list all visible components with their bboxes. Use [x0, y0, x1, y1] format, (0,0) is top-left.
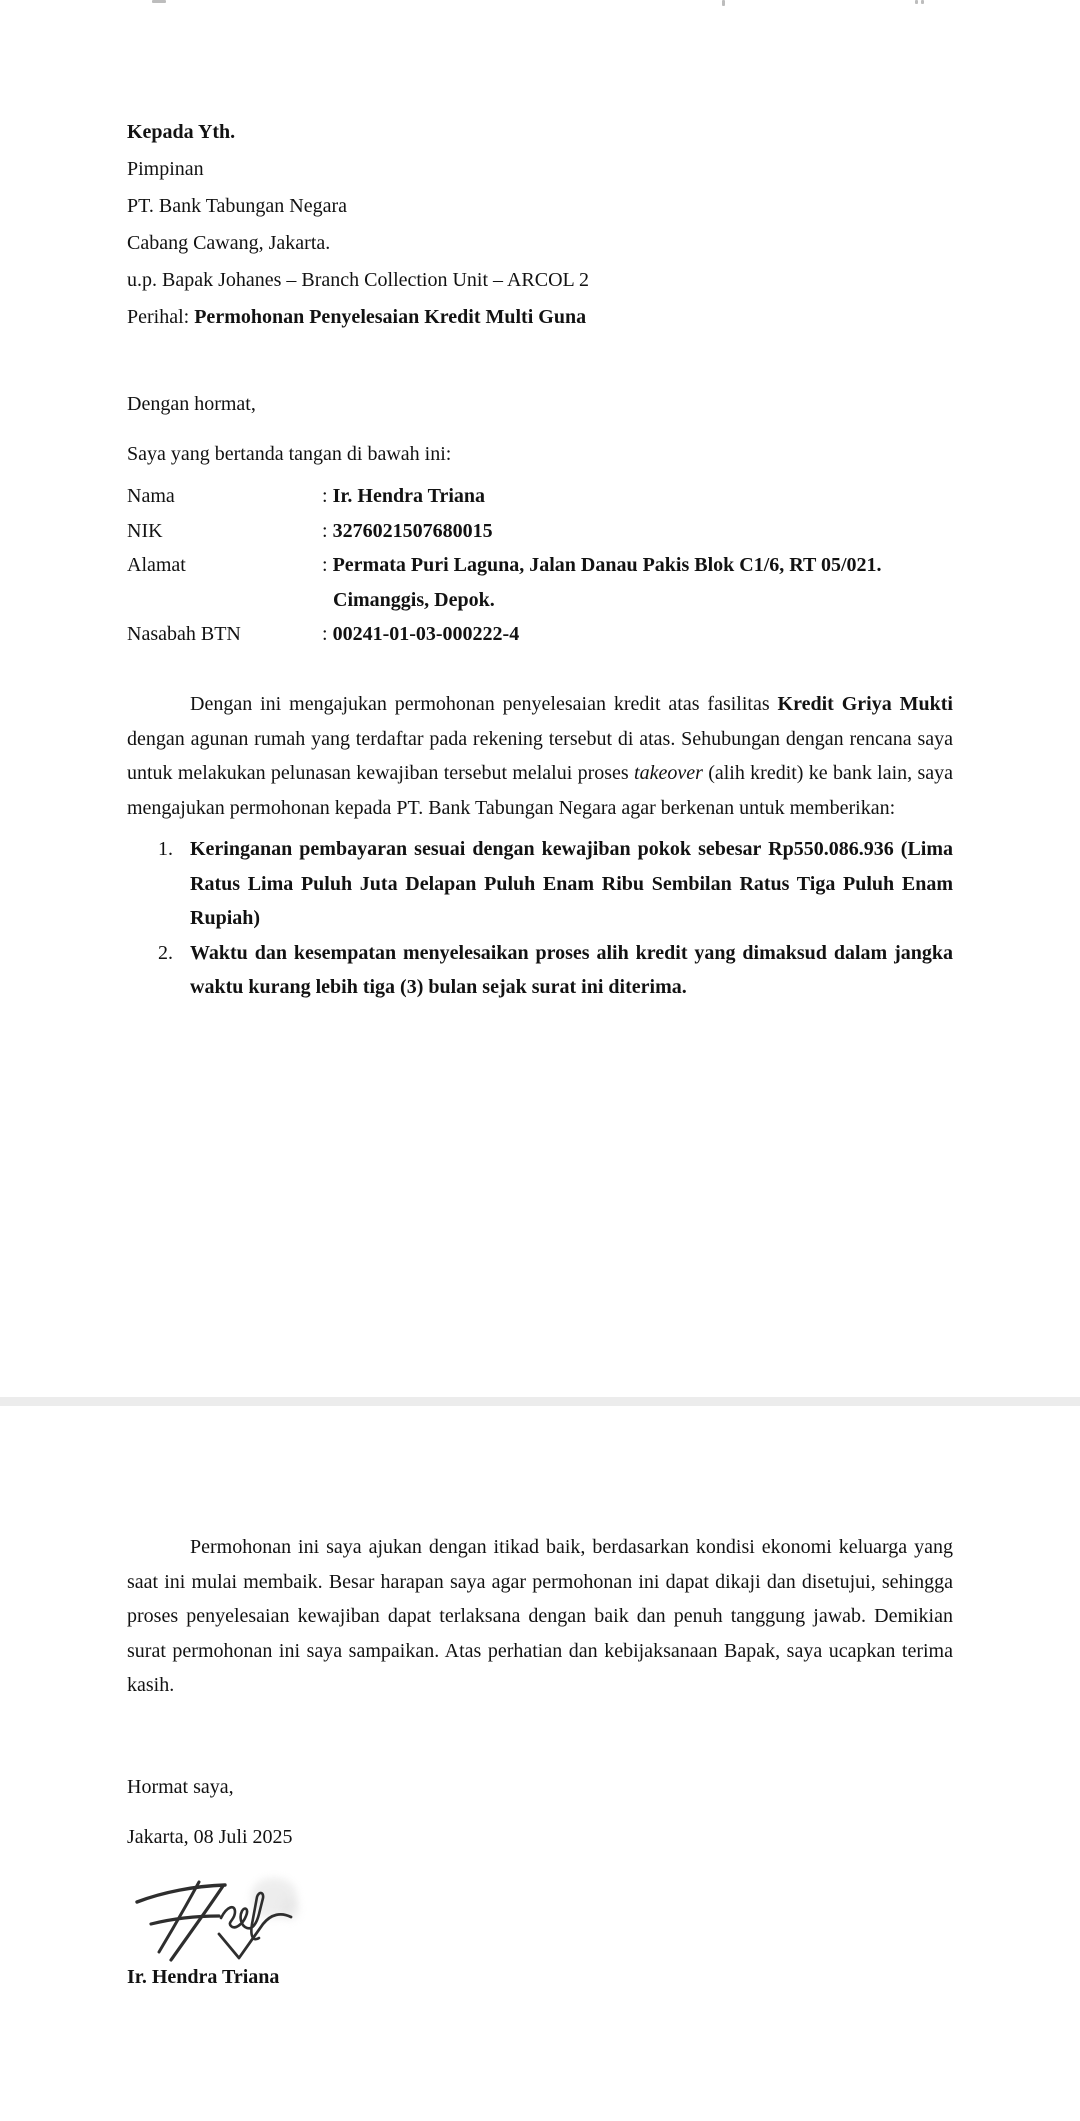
- identity-value-cell: [322, 514, 953, 549]
- cropped-text-fragment: [722, 0, 725, 6]
- identity-value-cell: [322, 479, 953, 514]
- identity-row: [127, 479, 953, 514]
- colon: :: [322, 623, 333, 645]
- closing-salutation: Hormat saya,: [127, 1776, 234, 1798]
- identity-value: Ir. Hendra Triana: [332, 485, 485, 507]
- colon: :: [322, 519, 333, 542]
- identity-label: NIK: [127, 519, 163, 542]
- recipient-kepada: Kepada Yth.: [127, 121, 236, 143]
- signatory-name: Ir. Hendra Triana: [127, 1966, 280, 1988]
- identity-value-cell: [322, 548, 953, 617]
- request-list: [127, 832, 953, 1005]
- place-date: Jakarta, 08 Juli 2025: [127, 1826, 293, 1848]
- list-number: 1.: [158, 838, 173, 860]
- signature-image: [123, 1872, 298, 1967]
- recipient-line: Cabang Cawang, Jakarta.: [127, 232, 331, 254]
- identity-table: [127, 479, 953, 652]
- recipient-line: Pimpinan: [127, 158, 204, 180]
- paragraph-text: (alih kredit) ke bank lain, saya mengajukan permohonan kepada PT. Bank Tabungan Negara agar berkenan untuk memberikan:: [127, 762, 953, 819]
- subject-line: [127, 299, 953, 336]
- takeover-term: takeover: [634, 762, 703, 784]
- paragraph-text: Dengan ini mengajukan permohonan penyelesaian kredit atas fasilitas: [190, 693, 778, 715]
- body-paragraph-1: [127, 687, 953, 825]
- colon: :: [322, 554, 333, 576]
- paragraph-text: dengan agunan rumah yang terdaftar pada rekening tersebut di atas. Sehubungan dengan rencana saya untuk melakukan pelunasan kewajiban tersebut melalui proses: [127, 727, 953, 784]
- cropped-text-fragment: [152, 0, 166, 3]
- identity-row: [127, 617, 953, 652]
- facility-name: Kredit Griya Mukti: [777, 693, 953, 715]
- recipient-line: u.p. Bapak Johanes – Branch Collection Unit – ARCOL 2: [127, 269, 589, 291]
- cropped-text-fragment: [915, 0, 918, 4]
- identity-label: Alamat: [127, 554, 186, 576]
- list-item-2: [127, 936, 953, 1005]
- recipient-line: PT. Bank Tabungan Negara: [127, 195, 348, 217]
- identity-label: Nasabah BTN: [127, 623, 241, 645]
- identity-row: [127, 514, 953, 549]
- list-number: 2.: [158, 941, 173, 964]
- identity-value: 3276021507680015: [332, 519, 493, 542]
- subject-label: Perihal:: [127, 306, 195, 328]
- identity-value: 00241-01-03-000222-4: [332, 623, 520, 645]
- signature-strokes: [123, 1872, 298, 1967]
- identity-label: Nama: [127, 485, 175, 507]
- page-break-band: [0, 1397, 1080, 1406]
- list-item-text: Waktu dan kesempatan menyelesaikan proses alih kredit yang dimaksud dalam jangka waktu kurang lebih tiga (3) bulan sejak surat ini diterima.: [190, 941, 953, 998]
- recipient-block: [127, 114, 953, 336]
- cropped-text-fragment: [921, 0, 924, 4]
- opening-line: Saya yang bertanda tangan di bawah ini:: [127, 443, 452, 465]
- identity-value-line2: Cimanggis, Depok.: [333, 588, 495, 611]
- identity-row: [127, 548, 953, 617]
- list-item-1: [127, 832, 953, 936]
- list-item-text: Keringanan pembayaran sesuai dengan kewajiban pokok sebesar Rp550.086.936 (Lima Ratus Lima Puluh Juta Delapan Puluh Enam Ribu Sembilan Ratus Tiga Puluh Enam Rupiah): [190, 838, 953, 929]
- closing-paragraph: Permohonan ini saya ajukan dengan itikad baik, berdasarkan kondisi ekonomi keluarga yang saat ini mulai membaik. Besar harapan saya agar permohonan ini dapat dikaji dan disetujui, sehingga proses penyelesaian kewajiban dapat terlaksana dengan baik dan penuh tanggung jawab. Demikian surat permohonan ini saya sampaikan. Atas perhatian dan kebijaksanaan Bapak, saya ucapkan terima kasih.: [127, 1536, 953, 1696]
- salutation: Dengan hormat,: [127, 393, 256, 415]
- subject-value: Permohonan Penyelesaian Kredit Multi Guna: [194, 306, 587, 328]
- identity-value: Permata Puri Laguna, Jalan Danau Pakis Blok C1/6, RT 05/021.: [332, 554, 882, 576]
- colon: :: [322, 485, 333, 507]
- identity-value-cell: [322, 617, 953, 652]
